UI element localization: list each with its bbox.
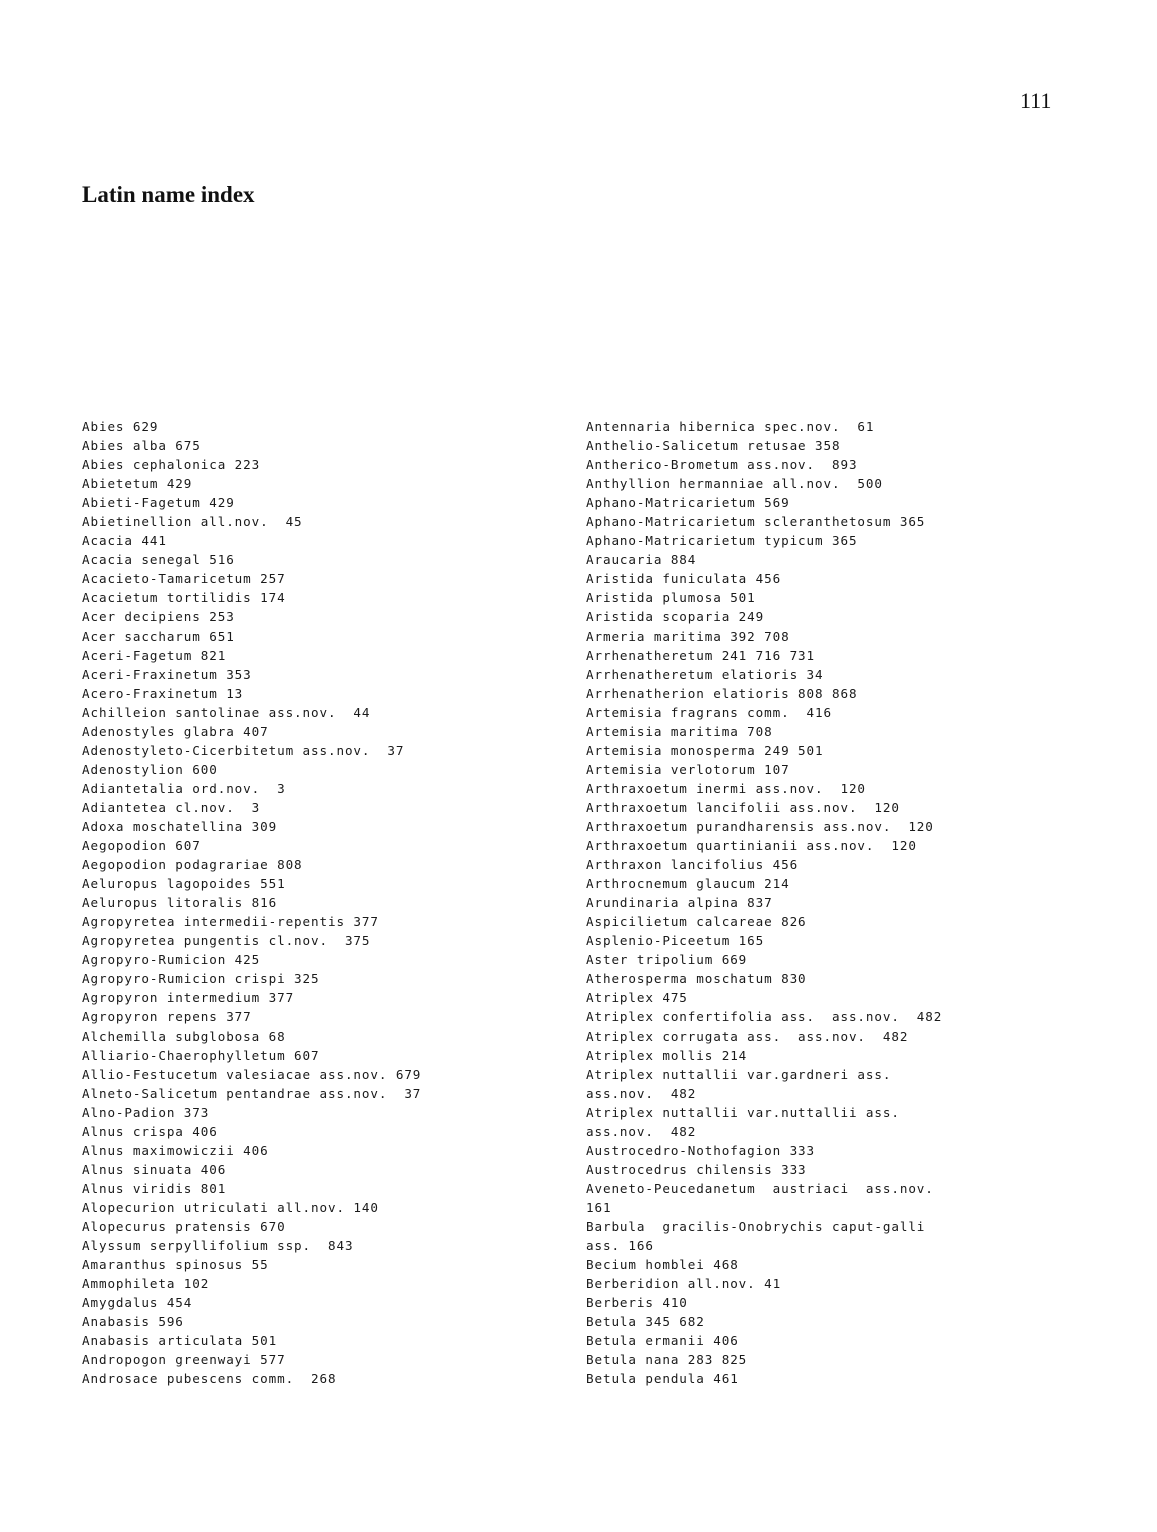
index-entry: Arthraxoetum inermi ass.nov. 120 xyxy=(586,780,866,796)
index-entry: Androsace pubescens comm. 268 xyxy=(82,1371,337,1387)
index-entry: Anabasis articulata 501 xyxy=(82,1333,278,1349)
index-entry: Aristida scoparia 249 xyxy=(586,609,765,625)
index-entry: Agropyron intermedium 377 xyxy=(82,990,295,1006)
index-entry: Becium homblei 468 xyxy=(586,1257,739,1273)
index-entry: Aveneto-Peucedanetum austriaci ass.nov. xyxy=(586,1180,934,1196)
index-entry: Achilleion santolinae ass.nov. 44 xyxy=(82,704,371,720)
index-entry: Arthraxoetum quartinianii ass.nov. 120 xyxy=(586,838,917,854)
index-entry: Aristida plumosa 501 xyxy=(586,590,756,606)
index-entry: Berberidion all.nov. 41 xyxy=(586,1276,782,1292)
index-entry: Arrhenatherion elatioris 808 868 xyxy=(586,685,858,701)
index-entry: Aristida funiculata 456 xyxy=(586,571,782,587)
index-entry: Abietinellion all.nov. 45 xyxy=(82,514,303,530)
index-entry: Arthrocnemum glaucum 214 xyxy=(586,876,790,892)
index-entry: Aphano-Matricarietum 569 xyxy=(586,495,790,511)
index-entry: Antherico-Brometum ass.nov. 893 xyxy=(586,457,858,473)
index-entry: Atriplex corrugata ass. ass.nov. 482 xyxy=(586,1028,909,1044)
index-column-left xyxy=(82,417,542,1388)
index-entry: Acacia senegal 516 xyxy=(82,552,235,568)
index-entry: Agropyretea intermedii-repentis 377 xyxy=(82,914,379,930)
index-entry: Barbula gracilis-Onobrychis caput-galli xyxy=(586,1218,926,1234)
index-entry: Atherosperma moschatum 830 xyxy=(586,971,807,987)
page-title: Latin name index xyxy=(82,182,255,207)
index-entry: Allio-Festucetum valesiacae ass.nov. 679 xyxy=(82,1066,422,1082)
index-entry: Abies cephalonica 223 xyxy=(82,457,261,473)
index-entry: Betula nana 283 825 xyxy=(586,1352,748,1368)
index-entry: ass. 166 xyxy=(586,1238,654,1254)
index-entry: Adoxa moschatellina 309 xyxy=(82,818,278,834)
index-entry: Betula ermanii 406 xyxy=(586,1333,739,1349)
index-entry: Ammophileta 102 xyxy=(82,1276,210,1292)
index-entry: Andropogon greenwayi 577 xyxy=(82,1352,286,1368)
index-entry: Berberis 410 xyxy=(586,1295,688,1311)
index-entry: Agropyron repens 377 xyxy=(82,1009,252,1025)
index-entry: Alchemilla subglobosa 68 xyxy=(82,1028,286,1044)
index-entry: Aceri-Fagetum 821 xyxy=(82,647,227,663)
index-column-right xyxy=(586,417,1056,1388)
index-entry: 161 xyxy=(586,1199,612,1215)
index-entry: Antennaria hibernica spec.nov. 61 xyxy=(586,419,875,434)
index-entry: Alnus maximowiczii 406 xyxy=(82,1142,269,1158)
index-entry: Amaranthus spinosus 55 xyxy=(82,1257,269,1273)
index-entry: Acer saccharum 651 xyxy=(82,628,235,644)
index-entry: Aspicilietum calcareae 826 xyxy=(586,914,807,930)
index-entry: ass.nov. 482 xyxy=(586,1085,697,1101)
index-entry: Arthraxoetum purandharensis ass.nov. 120 xyxy=(586,818,934,834)
index-entry: Alyssum serpyllifolium ssp. 843 xyxy=(82,1238,354,1254)
index-entry: Arundinaria alpina 837 xyxy=(586,895,773,911)
index-entry: Alnus viridis 801 xyxy=(82,1180,227,1196)
index-entry: ass.nov. 482 xyxy=(586,1123,697,1139)
index-entry: Acer decipiens 253 xyxy=(82,609,235,625)
index-entry: Alnus sinuata 406 xyxy=(82,1161,227,1177)
index-entry: Atriplex mollis 214 xyxy=(586,1047,748,1063)
index-entry: Alnus crispa 406 xyxy=(82,1123,218,1139)
index-entry: Adenostyles glabra 407 xyxy=(82,723,269,739)
index-entry: Austrocedro-Nothofagion 333 xyxy=(586,1142,816,1158)
index-entry: Alopecurion utriculati all.nov. 140 xyxy=(82,1199,379,1215)
index-entry: Acacieto-Tamaricetum 257 xyxy=(82,571,286,587)
index-entry: Artemisia monosperma 249 501 xyxy=(586,742,824,758)
index-entry: Acero-Fraxinetum 13 xyxy=(82,685,244,701)
index-entry: Alneto-Salicetum pentandrae ass.nov. 37 xyxy=(82,1085,422,1101)
index-entry: Abies alba 675 xyxy=(82,438,201,454)
index-entry: Agropyro-Rumicion crispi 325 xyxy=(82,971,320,987)
index-entry: Artemisia fragrans comm. 416 xyxy=(586,704,832,720)
index-entry: Anabasis 596 xyxy=(82,1314,184,1330)
index-entry: Aegopodion podagrariae 808 xyxy=(82,857,303,873)
index-entry: Atriplex nuttallii var.nuttallii ass. xyxy=(586,1104,900,1120)
index-entry: Acacietum tortilidis 174 xyxy=(82,590,286,606)
page-number: 111 xyxy=(1020,88,1052,113)
index-entry: Acacia 441 xyxy=(82,533,167,549)
index-entry: Artemisia verlotorum 107 xyxy=(586,761,790,777)
index-entry: Atriplex confertifolia ass. ass.nov. 482 xyxy=(586,1009,943,1025)
index-entry: Aegopodion 607 xyxy=(82,838,201,854)
index-entry: Aeluropus lagopoides 551 xyxy=(82,876,286,892)
index-entry: Adenostyleto-Cicerbitetum ass.nov. 37 xyxy=(82,742,405,758)
index-entry: Atriplex nuttallii var.gardneri ass. xyxy=(586,1066,892,1082)
index-entry: Arrhenatheretum 241 716 731 xyxy=(586,647,816,663)
index-entry: Artemisia maritima 708 xyxy=(586,723,773,739)
index-entry: Alopecurus pratensis 670 xyxy=(82,1218,286,1234)
index-entry: Abietetum 429 xyxy=(82,476,193,492)
index-entry: Aeluropus litoralis 816 xyxy=(82,895,278,911)
index-entry: Adiantetea cl.nov. 3 xyxy=(82,799,261,815)
index-entry: Aphano-Matricarietum typicum 365 xyxy=(586,533,858,549)
index-entry: Agropyro-Rumicion 425 xyxy=(82,952,261,968)
index-entry: Anthyllion hermanniae all.nov. 500 xyxy=(586,476,883,492)
index-entry: Adenostylion 600 xyxy=(82,761,218,777)
index-entry: Amygdalus 454 xyxy=(82,1295,193,1311)
index-entry: Arthraxon lancifolius 456 xyxy=(586,857,799,873)
index-entry: Atriplex 475 xyxy=(586,990,688,1006)
index-entry: Abies 629 xyxy=(82,419,159,434)
index-entry: Betula 345 682 xyxy=(586,1314,705,1330)
index-entry: Alno-Padion 373 xyxy=(82,1104,210,1120)
index-entry: Abieti-Fagetum 429 xyxy=(82,495,235,511)
index-entry: Araucaria 884 xyxy=(586,552,697,568)
index-entry: Alliario-Chaerophylletum 607 xyxy=(82,1047,320,1063)
index-entry: Asplenio-Piceetum 165 xyxy=(586,933,765,949)
index-entry: Aceri-Fraxinetum 353 xyxy=(82,666,252,682)
index-entry: Betula pendula 461 xyxy=(586,1371,739,1387)
index-entry: Adiantetalia ord.nov. 3 xyxy=(82,780,286,796)
index-entry: Aster tripolium 669 xyxy=(586,952,748,968)
index-entry: Arrhenatheretum elatioris 34 xyxy=(586,666,824,682)
index-entry: Austrocedrus chilensis 333 xyxy=(586,1161,807,1177)
index-entry: Agropyretea pungentis cl.nov. 375 xyxy=(82,933,371,949)
index-entry: Arthraxoetum lancifolii ass.nov. 120 xyxy=(586,799,900,815)
index-entry: Armeria maritima 392 708 xyxy=(586,628,790,644)
index-entry: Aphano-Matricarietum scleranthetosum 365 xyxy=(586,514,926,530)
index-entry: Anthelio-Salicetum retusae 358 xyxy=(586,438,841,454)
